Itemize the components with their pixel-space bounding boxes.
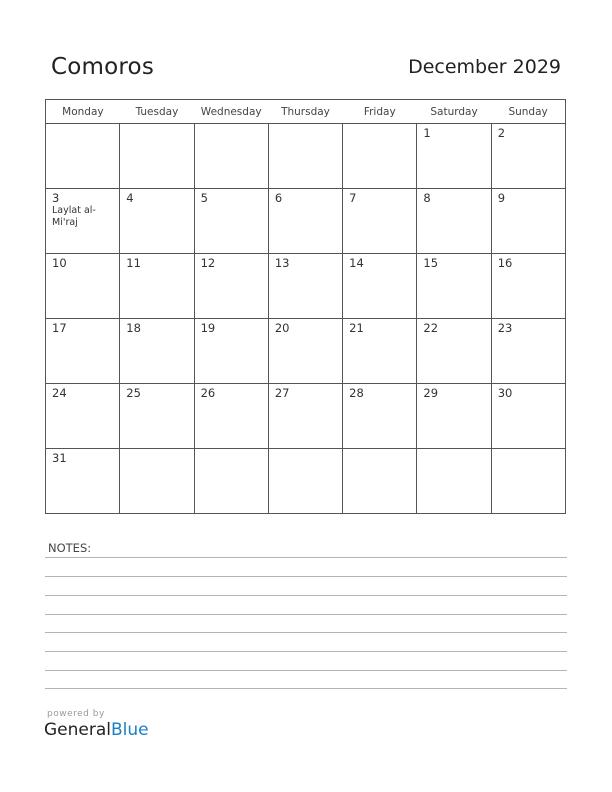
day-number: 13 xyxy=(274,256,290,270)
day-number: 21 xyxy=(349,321,364,335)
day-cell xyxy=(194,124,268,189)
day-cell xyxy=(343,449,417,514)
day-cell xyxy=(417,254,491,319)
day-cell xyxy=(120,189,194,254)
day-cell xyxy=(194,449,268,514)
weekday-sunday: Sunday xyxy=(491,100,565,124)
day-number: 24 xyxy=(52,386,67,400)
day-number: 18 xyxy=(126,321,141,335)
day-cell xyxy=(120,124,194,189)
week-row xyxy=(46,319,566,384)
notes-line xyxy=(45,595,567,596)
day-number: 30 xyxy=(497,386,513,400)
day-cell xyxy=(343,319,417,384)
day-cell xyxy=(46,319,120,384)
brand-blue: Blue xyxy=(111,720,149,740)
day-cell xyxy=(120,319,194,384)
day-number xyxy=(417,449,490,451)
day-number: 4 xyxy=(126,191,134,205)
week-row xyxy=(46,254,566,319)
notes-line xyxy=(45,632,567,633)
day-number: 31 xyxy=(52,451,67,465)
weekday-friday: Friday xyxy=(343,100,417,124)
day-number: 19 xyxy=(200,321,216,335)
day-number: 22 xyxy=(423,321,439,335)
day-number: 11 xyxy=(126,256,141,270)
day-number xyxy=(46,124,119,126)
day-cell xyxy=(120,449,194,514)
day-number: 12 xyxy=(200,256,216,270)
day-cell xyxy=(268,124,342,189)
day-cell xyxy=(194,189,268,254)
day-cell xyxy=(46,384,120,449)
day-number xyxy=(492,449,565,451)
day-cell xyxy=(417,449,491,514)
notes-line xyxy=(45,557,567,558)
day-number xyxy=(195,124,268,126)
day-cell xyxy=(343,384,417,449)
weekday-wednesday: Wednesday xyxy=(194,100,268,124)
day-number: 20 xyxy=(274,321,290,335)
weekday-thursday: Thursday xyxy=(268,100,342,124)
brand-general: General xyxy=(44,720,111,740)
day-number xyxy=(120,124,193,126)
day-cell xyxy=(491,319,565,384)
day-cell xyxy=(46,449,120,514)
day-number: 7 xyxy=(349,191,357,205)
day-cell xyxy=(491,384,565,449)
notes-line xyxy=(45,614,567,615)
day-cell xyxy=(417,384,491,449)
weekday-header-row xyxy=(46,100,566,124)
day-number: 23 xyxy=(497,321,513,335)
day-number: 17 xyxy=(52,321,67,335)
day-cell xyxy=(46,124,120,189)
day-cell xyxy=(46,254,120,319)
day-cell xyxy=(194,254,268,319)
day-number xyxy=(269,449,342,451)
day-number xyxy=(269,124,342,126)
notes-line xyxy=(45,670,567,671)
day-cell xyxy=(268,189,342,254)
day-number: 14 xyxy=(349,256,364,270)
calendar-grid xyxy=(45,99,566,514)
day-number: 16 xyxy=(497,256,513,270)
day-number: 27 xyxy=(274,386,290,400)
day-cell xyxy=(343,254,417,319)
day-cell xyxy=(268,254,342,319)
day-cell xyxy=(46,189,120,254)
day-number: 25 xyxy=(126,386,141,400)
day-cell xyxy=(417,189,491,254)
weekday-tuesday: Tuesday xyxy=(120,100,194,124)
day-cell xyxy=(417,124,491,189)
day-number: 15 xyxy=(423,256,439,270)
week-row xyxy=(46,449,566,514)
day-number: 6 xyxy=(274,191,283,205)
day-cell xyxy=(491,449,565,514)
day-cell xyxy=(417,319,491,384)
notes-line xyxy=(45,688,567,689)
day-number xyxy=(343,449,416,451)
day-cell xyxy=(491,189,565,254)
weekday-saturday: Saturday xyxy=(417,100,491,124)
day-number: 5 xyxy=(200,191,208,205)
week-row xyxy=(46,384,566,449)
day-number xyxy=(120,449,193,451)
day-cell xyxy=(491,124,565,189)
day-cell xyxy=(491,254,565,319)
day-number: 26 xyxy=(200,386,216,400)
day-cell xyxy=(268,384,342,449)
day-number: 8 xyxy=(423,191,431,205)
weekday-monday: Monday xyxy=(46,100,120,124)
day-number: 2 xyxy=(497,126,506,140)
day-cell xyxy=(194,384,268,449)
country-title: Comoros xyxy=(51,54,155,80)
brand-logo[interactable] xyxy=(44,720,149,740)
day-cell xyxy=(120,254,194,319)
week-row xyxy=(46,189,566,254)
day-number: 9 xyxy=(497,191,506,205)
day-cell xyxy=(120,384,194,449)
notes-line xyxy=(45,651,567,652)
notes-line xyxy=(45,576,567,577)
holiday-label: Laylat al-Mi'raj xyxy=(52,205,96,228)
day-cell xyxy=(343,124,417,189)
day-number: 10 xyxy=(52,256,67,270)
day-cell xyxy=(343,189,417,254)
week-row xyxy=(46,124,566,189)
day-number: 29 xyxy=(423,386,439,400)
day-cell xyxy=(268,449,342,514)
day-number xyxy=(195,449,268,451)
day-cell xyxy=(268,319,342,384)
day-number: 28 xyxy=(349,386,364,400)
day-number: 3 xyxy=(52,191,60,205)
day-number xyxy=(343,124,416,126)
month-year-title: December 2029 xyxy=(408,56,561,78)
notes-label: NOTES: xyxy=(48,541,92,555)
powered-by-text: powered by xyxy=(47,709,105,719)
day-cell xyxy=(194,319,268,384)
day-number: 1 xyxy=(423,126,431,140)
